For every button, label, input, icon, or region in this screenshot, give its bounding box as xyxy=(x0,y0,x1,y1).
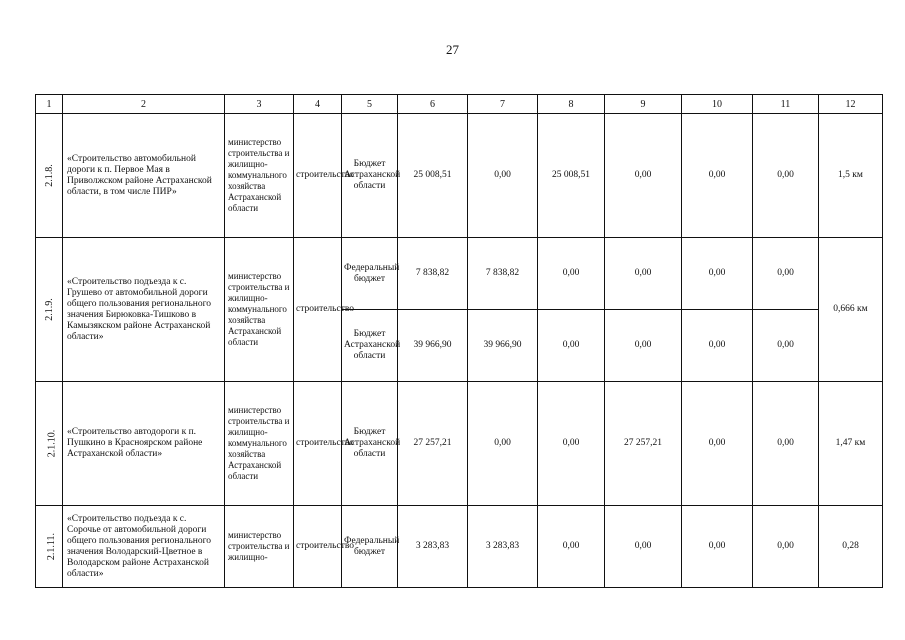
executor: министерство строительства и жилищно-коммунального хозяйства Астраханской области xyxy=(225,114,294,238)
cell-value: 25 008,51 xyxy=(538,114,605,238)
cell-value: 0,00 xyxy=(468,382,538,506)
cell-value: 0,00 xyxy=(682,506,753,588)
measure-name: «Строительство подъезда к с. Грушево от автомобильной дороги общего пользования регионального значения Бирюковка-Тишково в Камызякском районе Астраханской области» xyxy=(63,238,225,382)
funding-source: Бюджет Астраханской области xyxy=(342,382,398,506)
funding-source: Федеральный бюджет xyxy=(342,238,398,310)
cell-value: 0,00 xyxy=(538,506,605,588)
cell-value: 0,00 xyxy=(538,310,605,382)
cell-value: 0,00 xyxy=(682,382,753,506)
cell-value: 0,00 xyxy=(753,310,819,382)
result-value: 0,666 км xyxy=(819,238,883,382)
cell-value: 0,00 xyxy=(538,238,605,310)
cell-value: 27 257,21 xyxy=(605,382,682,506)
column-header: 1 xyxy=(36,95,63,114)
column-header: 9 xyxy=(605,95,682,114)
cell-value: 0,00 xyxy=(605,506,682,588)
column-header: 6 xyxy=(398,95,468,114)
column-header: 4 xyxy=(294,95,342,114)
cell-value: 0,00 xyxy=(605,238,682,310)
measure-type: строительство xyxy=(294,238,342,382)
result-value: 1,5 км xyxy=(819,114,883,238)
measure-type: строительство xyxy=(294,382,342,506)
column-header: 8 xyxy=(538,95,605,114)
row-number: 2.1.9. xyxy=(36,238,63,382)
column-header: 11 xyxy=(753,95,819,114)
measure-type: строительство xyxy=(294,506,342,588)
page-number: 27 xyxy=(446,42,459,57)
cell-value: 7 838,82 xyxy=(468,238,538,310)
measure-name: «Строительство автомобильной дороги к п. Первое Мая в Приволжском районе Астраханской области, в том числе ПИР» xyxy=(63,114,225,238)
measure-type: строительство xyxy=(294,114,342,238)
cell-value: 3 283,83 xyxy=(398,506,468,588)
cell-value: 7 838,82 xyxy=(398,238,468,310)
column-header: 3 xyxy=(225,95,294,114)
funding-source: Федеральный бюджет xyxy=(342,506,398,588)
cell-value: 0,00 xyxy=(605,114,682,238)
table-row xyxy=(36,238,883,310)
cell-value: 0,00 xyxy=(605,310,682,382)
table-row xyxy=(36,114,883,238)
cell-value: 0,00 xyxy=(753,506,819,588)
result-value: 0,28 xyxy=(819,506,883,588)
column-header: 2 xyxy=(63,95,225,114)
cell-value: 39 966,90 xyxy=(468,310,538,382)
cell-value: 0,00 xyxy=(682,310,753,382)
cell-value: 0,00 xyxy=(753,114,819,238)
cell-value: 0,00 xyxy=(538,382,605,506)
table-row xyxy=(36,382,883,506)
cell-value: 0,00 xyxy=(753,382,819,506)
row-number: 2.1.10. xyxy=(36,382,63,506)
program-table xyxy=(35,94,883,588)
cell-value: 0,00 xyxy=(682,238,753,310)
row-number: 2.1.11. xyxy=(36,506,63,588)
cell-value: 3 283,83 xyxy=(468,506,538,588)
row-number: 2.1.8. xyxy=(36,114,63,238)
measure-name: «Строительство автодороги к п. Пушкино в Красноярском районе Астраханской области» xyxy=(63,382,225,506)
executor: министерство строительства и жилищно-коммунального хозяйства Астраханской области xyxy=(225,382,294,506)
executor: министерство строительства и жилищно-коммунального хозяйства Астраханской области xyxy=(225,238,294,382)
column-header: 7 xyxy=(468,95,538,114)
cell-value: 39 966,90 xyxy=(398,310,468,382)
funding-source: Бюджет Астраханской области xyxy=(342,310,398,382)
cell-value: 0,00 xyxy=(753,238,819,310)
column-header: 10 xyxy=(682,95,753,114)
cell-value: 0,00 xyxy=(468,114,538,238)
cell-value: 25 008,51 xyxy=(398,114,468,238)
funding-source: Бюджет Астраханской области xyxy=(342,114,398,238)
column-header: 5 xyxy=(342,95,398,114)
column-number-row xyxy=(36,95,883,114)
cell-value: 27 257,21 xyxy=(398,382,468,506)
measure-name: «Строительство подъезда к с. Сорочье от автомобильной дороги общего пользования регионального значения Володарский-Цветное в Володарском районе Астраханской области» xyxy=(63,506,225,588)
executor: министерство строительства и жилищно- xyxy=(225,506,294,588)
column-header: 12 xyxy=(819,95,883,114)
cell-value: 0,00 xyxy=(682,114,753,238)
result-value: 1,47 км xyxy=(819,382,883,506)
table-row xyxy=(36,506,883,588)
